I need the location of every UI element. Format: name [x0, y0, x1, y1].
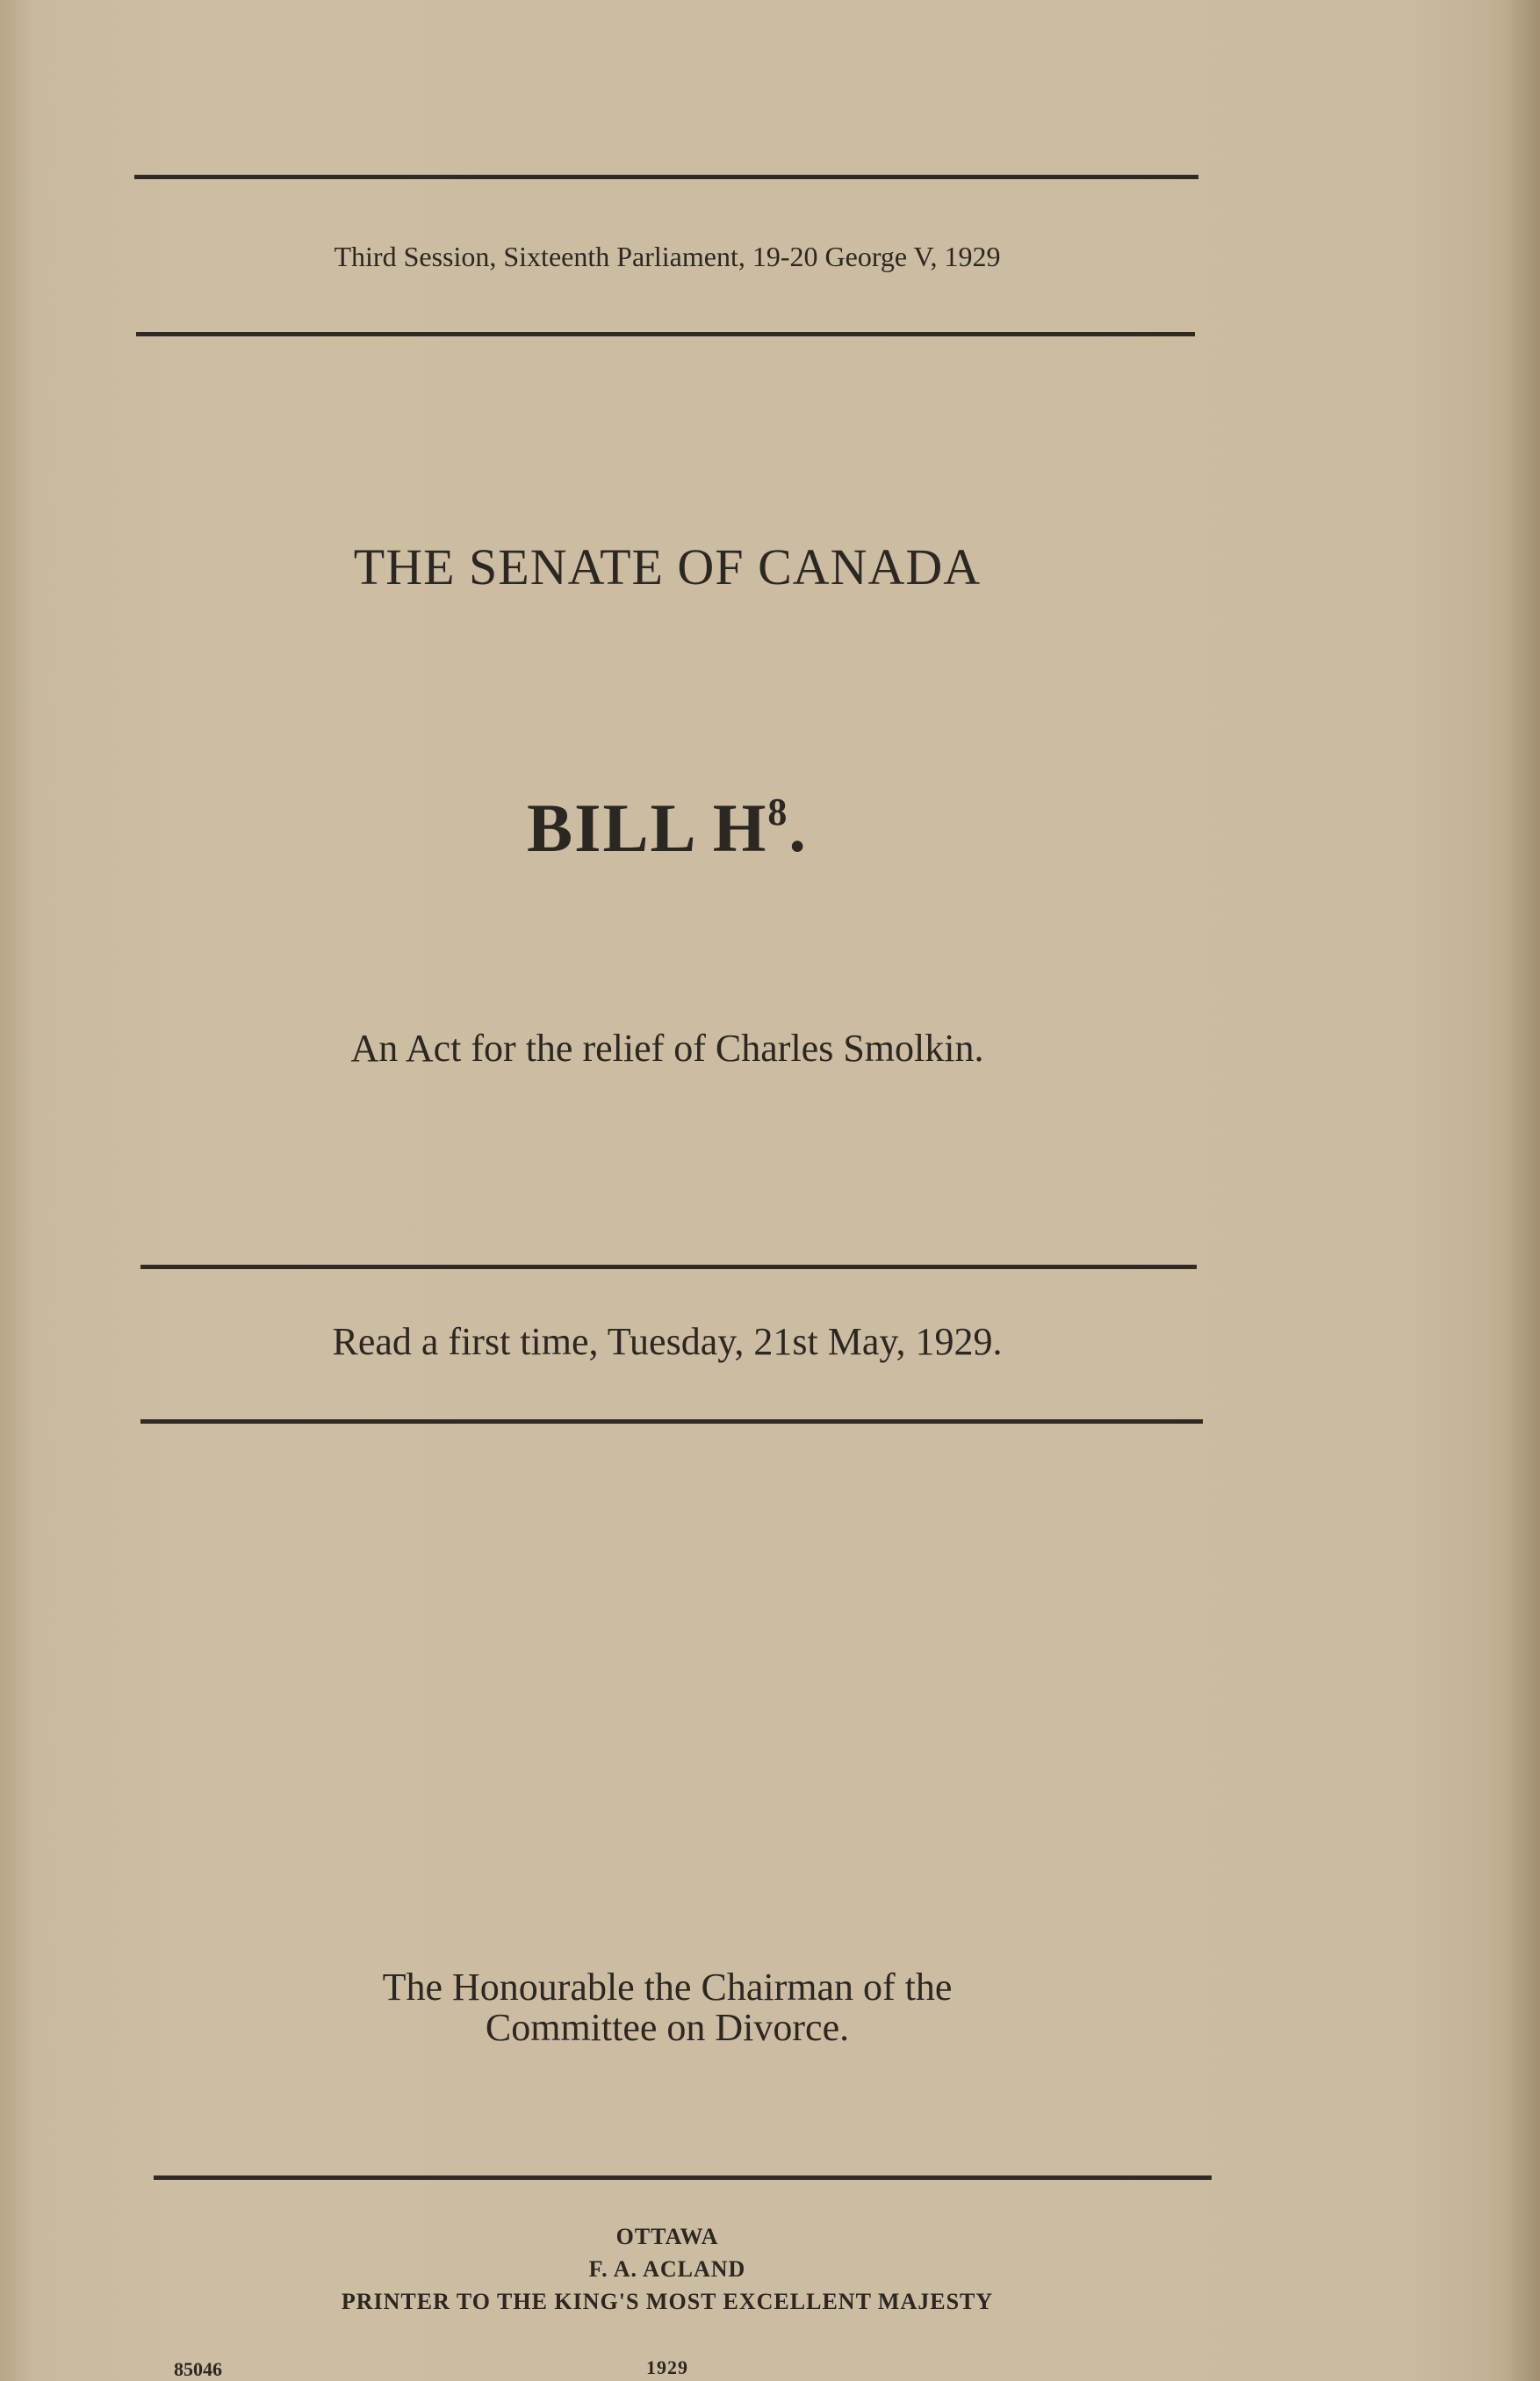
reading-bottom-rule: [140, 1419, 1203, 1424]
sponsor-line-2: Committee on Divorce.: [485, 2006, 850, 2049]
session-line: Third Session, Sixteenth Parliament, 19-20 George V, 1929: [334, 241, 1001, 272]
imprint-printer-title: PRINTER TO THE KING'S MOST EXCELLENT MAJESTY: [341, 2289, 994, 2314]
top-rule: [134, 175, 1198, 179]
session-rule: [136, 332, 1195, 336]
reading-top-rule: [140, 1265, 1197, 1269]
bill-number: [0, 789, 1335, 868]
print-job-code: 85046: [174, 2358, 222, 2380]
imprint-printer: F. A. ACLAND: [588, 2256, 746, 2282]
sponsor-line-1: The Honourable the Chairman of the: [382, 1966, 953, 2009]
bill-superscript: 8: [767, 790, 789, 833]
act-description: An Act for the relief of Charles Smolkin.: [350, 1027, 984, 1070]
imprint-rule: [154, 2175, 1212, 2180]
bill-label: BILL H: [527, 790, 768, 866]
senate-heading: THE SENATE OF CANADA: [353, 538, 982, 595]
bill-period: .: [788, 790, 808, 866]
first-reading-line: Read a first time, Tuesday, 21st May, 1929.: [332, 1320, 1003, 1363]
page-edge-shadow: [1505, 0, 1540, 2381]
imprint-city: OTTAWA: [615, 2224, 719, 2249]
sponsor-block: [0, 1967, 1335, 2048]
imprint-year: 1929: [646, 2356, 688, 2378]
